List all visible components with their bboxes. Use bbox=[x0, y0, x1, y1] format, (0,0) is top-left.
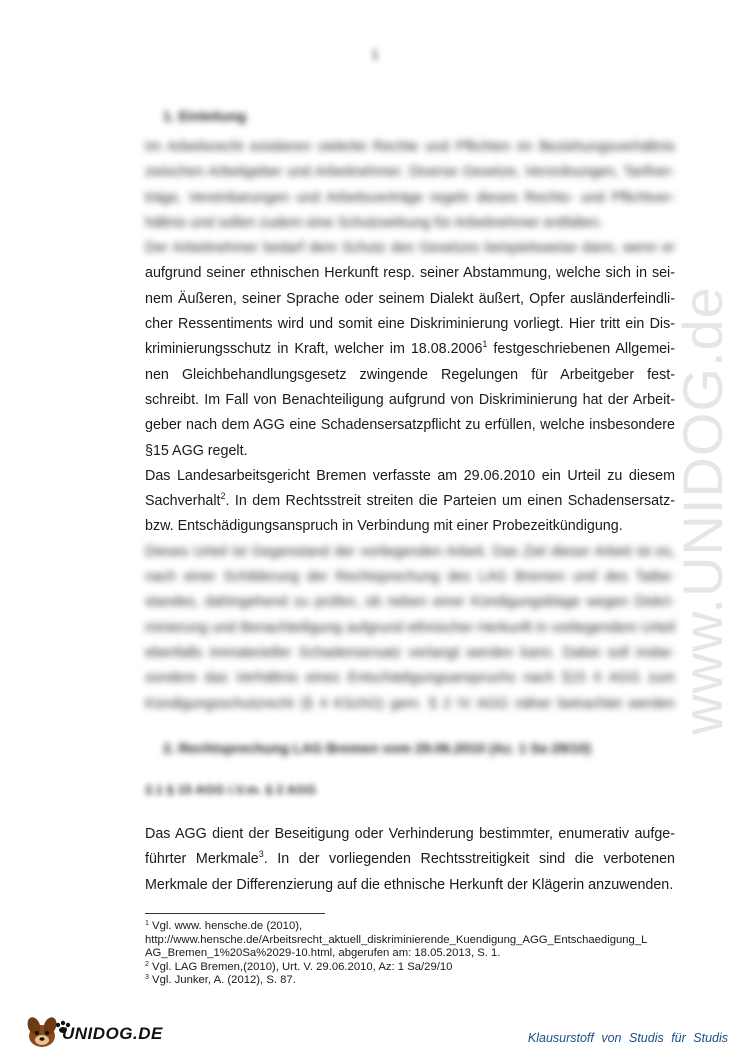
text-line: ebenfalls immaterieller Schadensersatz verlangt werden kann. Dabei soll insbe- bbox=[145, 644, 675, 661]
footnote-number: 3 bbox=[145, 974, 149, 981]
section-2-heading: 2. Rechtsprechung LAG Bremen vom 29.06.2010 (Az. 1 Sa 29/10) bbox=[163, 740, 591, 756]
text-line: minierung und Benachteiligung aufgrund ethnischer Herkunft in vorliegendem Urteil bbox=[145, 619, 675, 636]
text-fragment: kriminierungsschutz in Kraft, welcher im 18.08.2006 bbox=[145, 341, 483, 358]
footnote-number: 2 bbox=[145, 960, 149, 968]
text-line: Merkmale der Differenzierung auf die ethnische Herkunft der Klägerin anzuwenden. bbox=[145, 876, 674, 893]
footnote-separator bbox=[145, 913, 325, 914]
section-2-body bbox=[145, 822, 675, 898]
footnote-ref-1[interactable]: 1 bbox=[482, 339, 488, 350]
text-fragment: Sachverhalt bbox=[145, 493, 221, 510]
text-fragment: führter Merkmale bbox=[145, 851, 259, 868]
footnote-2 bbox=[145, 961, 685, 975]
blurred-intro bbox=[145, 135, 675, 261]
footer-tagline[interactable]: Klausurstoff von Studis für Studis bbox=[527, 1031, 728, 1045]
text-line: geber nach dem AGG eine Schadensersatzpflicht zu erfüllen, welche insbesondere bbox=[145, 417, 675, 434]
text-fragment: festgeschriebenen Allgemei- bbox=[487, 341, 675, 358]
text-fragment: . In dem Rechtsstreit streiten die Parteien um einen Schadensersatz- bbox=[225, 493, 675, 510]
footnote-1-url[interactable]: http://www.hensche.de/Arbeitsrecht_aktuell_diskriminierende_Kuendigung_AGG_Entschaedigung_L bbox=[145, 933, 648, 946]
footnote-number: 1 bbox=[145, 920, 149, 927]
watermark-text: www.UNIDOG.de bbox=[670, 285, 734, 735]
text-fragment: . In der vorliegenden Rechtsstreitigkeit sind die verbotenen bbox=[263, 851, 675, 868]
text-line: bzw. Entschädigungsanspruch in Verbindung mit einer Probezeitkündigung. bbox=[145, 518, 623, 535]
text-line: nen Gleichbehandlungsgesetz zwingende Regelungen für Arbeitgeber fest- bbox=[145, 366, 675, 383]
text-line: aufgrund seiner ethnischen Herkunft resp. seiner Abstammung, welche sich in sei- bbox=[145, 265, 675, 282]
logo-text: UNIDOG.DE bbox=[62, 1024, 163, 1043]
text-line: nach einer Schilderung der Rechtsprechung des LAG Bremen und des Tatbe- bbox=[145, 569, 675, 586]
text-line: Das AGG dient der Beseitigung oder Verhinderung bestimmter, enumerativ aufge- bbox=[145, 826, 675, 842]
blurred-outro bbox=[145, 540, 675, 717]
text-line: sondere das Verhältnis eines Entschädigungsanspruchs nach §15 II AGG zum bbox=[145, 670, 675, 687]
watermark bbox=[670, 285, 734, 735]
footnote-text: Vgl. www. hensche.de (2010), bbox=[152, 920, 303, 932]
footnote-3 bbox=[145, 974, 685, 988]
text-line: cher Ressentiments wird und somit eine Diskriminierung vorliegt. Hier tritt ein Dis- bbox=[145, 316, 675, 333]
text-line: träge, Vereinbarungen und Arbeitsverträge regeln dieses Rechts- und Pflichtver- bbox=[145, 189, 675, 206]
text-line: Im Arbeitsrecht existieren vielerlei Rechte und Pflichten im Beziehungsverhältnis bbox=[145, 139, 675, 155]
footnote-text: Vgl. Junker, A. (2012), S. 87. bbox=[152, 974, 296, 986]
page-number: 1 bbox=[371, 46, 379, 62]
text-line: §15 AGG regelt. bbox=[145, 442, 248, 459]
text-line: standes, dahingehend zu prüfen, ob neben einer Kündigungsklage wegen Diskri- bbox=[145, 594, 675, 611]
footnote-ref-3[interactable]: 3 bbox=[258, 849, 264, 860]
text-line: Das Landesarbeitsgericht Bremen verfasste am 29.06.2010 ein Urteil zu diesem bbox=[145, 467, 675, 484]
text-line: nem Äußeren, seiner Sprache oder seinem Dialekt äußert, Opfer ausländerfeindli- bbox=[145, 290, 675, 307]
text-line: schreibt. Im Fall von Benachteiligung aufgrund von Diskriminierung hat der Arbeit- bbox=[145, 391, 675, 408]
text-line-footnote-3 bbox=[145, 847, 675, 872]
footnote-text: Vgl. LAG Bremen,(2010), Urt. V. 29.06.2010, Az: 1 Sa/29/10 bbox=[152, 960, 453, 973]
section-2-1-heading: 2.1 § 15 AGG i.V.m. § 2 AGG bbox=[145, 782, 317, 797]
footnote-ref-2[interactable]: 2 bbox=[220, 491, 226, 502]
text-line: hältnis und sollen zudem eine Schutzwirkung für Arbeitnehmer entfalten. bbox=[145, 214, 603, 231]
footnote-1-url-cont[interactable]: AG_Bremen_1%20Sa%2029-10.html, abgerufen am: 18.05.2013, S. 1. bbox=[145, 947, 501, 959]
text-line: Dieses Urteil ist Gegenstand der vorliegenden Arbeit. Das Ziel dieser Arbeit ist es, bbox=[145, 543, 675, 560]
footnote-1 bbox=[145, 920, 685, 934]
text-line: Kündigungsschutzrecht (§ 4 KSchG) gem. § 2 IV AGG näher betrachtet werden bbox=[145, 695, 675, 712]
footnotes bbox=[145, 920, 685, 988]
section-1-heading: 1. Einleitung bbox=[163, 108, 247, 124]
text-line: zwischen Arbeitgeber und Arbeitnehmer. Diverse Gesetze, Verordnungen, Tarifver- bbox=[145, 164, 675, 181]
text-line-footnote-1 bbox=[145, 337, 675, 362]
text-line: Der Arbeitnehmer bedarf dem Schutz des Gesetzes beispielsweise dann, wenn er bbox=[145, 240, 675, 257]
text-line-footnote-2 bbox=[145, 489, 675, 514]
section-1-body bbox=[145, 135, 675, 717]
